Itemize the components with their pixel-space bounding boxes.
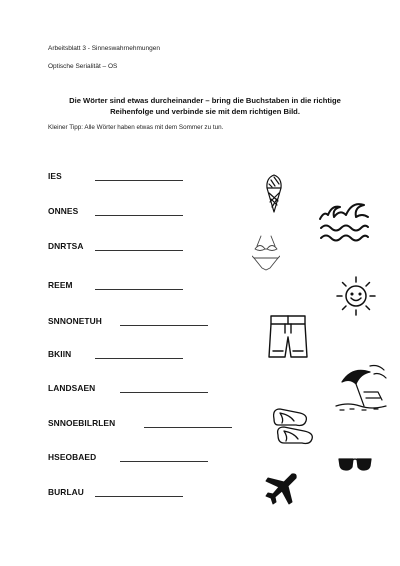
worksheet-header: Arbeitsblatt 3 - Sinneswahrnehmungen	[48, 45, 161, 52]
answer-line[interactable]	[95, 289, 183, 290]
scrambled-word: REEM	[48, 280, 73, 290]
scrambled-word: BKIIN	[48, 349, 72, 359]
answer-line[interactable]	[95, 215, 183, 216]
scrambled-word: BURLAU	[48, 487, 84, 497]
scrambled-word: IES	[48, 171, 62, 181]
answer-line[interactable]	[95, 358, 183, 359]
waves-icon[interactable]	[318, 195, 370, 245]
scrambled-word: DNRTSA	[48, 241, 84, 251]
answer-line[interactable]	[95, 180, 183, 181]
answer-line[interactable]	[120, 392, 208, 393]
sun-icon[interactable]	[334, 274, 378, 318]
swim-shorts-icon[interactable]	[265, 313, 311, 361]
answer-line[interactable]	[120, 461, 208, 462]
answer-line[interactable]	[95, 250, 183, 251]
beach-umbrella-icon[interactable]	[334, 362, 388, 412]
scrambled-word: LANDSAEN	[48, 383, 96, 393]
instructions-line-1: Die Wörter sind etwas durcheinander – bring die Buchstaben in die richtige	[69, 96, 341, 105]
flip-flops-icon[interactable]	[270, 405, 318, 449]
hint-text: Kleiner Tipp: Alle Wörter haben etwas mit dem Sommer zu tun.	[48, 124, 224, 131]
airplane-icon[interactable]	[262, 470, 300, 508]
answer-line[interactable]	[144, 427, 232, 428]
answer-line[interactable]	[120, 325, 208, 326]
sunglasses-icon[interactable]	[338, 456, 372, 472]
task-instructions	[40, 95, 370, 117]
worksheet-subheader: Optische Serialität – OS	[48, 63, 118, 70]
bikini-icon[interactable]	[252, 234, 280, 274]
scrambled-word: SNNOEBILRLEN	[48, 418, 116, 428]
scrambled-word: SNNONETUH	[48, 316, 102, 326]
scrambled-word: HSEOBAED	[48, 452, 97, 462]
scrambled-word: ONNES	[48, 206, 79, 216]
instructions-line-2: Reihenfolge und verbinde sie mit dem richtigen Bild.	[110, 107, 300, 116]
answer-line[interactable]	[95, 496, 183, 497]
ice-cream-cone-icon[interactable]	[262, 172, 286, 214]
